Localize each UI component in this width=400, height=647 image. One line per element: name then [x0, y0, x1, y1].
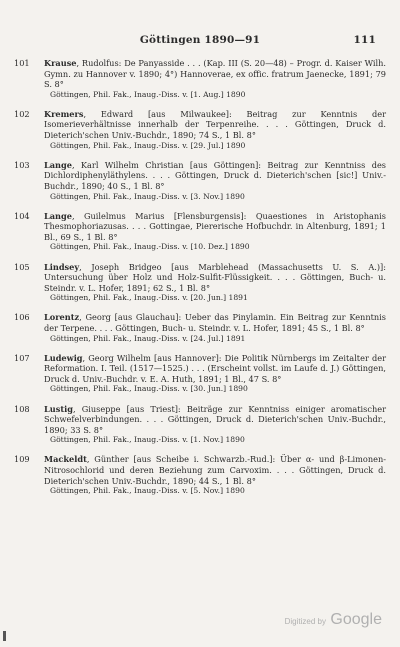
watermark-small-text: Digitized by — [284, 617, 326, 626]
entry-text: , Guilelmus Marius [Flensburgensis]: Quaestiones in Aristophanis Thesmophoriazusas. . . . Gottingae, Piererische Hofbuchdr. in Altenburg, 1891; 1 Bl., 69 S., 1 Bl. 8° — [44, 210, 386, 242]
watermark-logo-text: Google — [330, 611, 382, 628]
entry-surname: Lindsey — [44, 261, 80, 272]
entry-number: 107 — [14, 352, 30, 363]
bibliography-entry-108 — [14, 404, 386, 446]
bibliography-entry-101 — [14, 58, 386, 100]
entry-body — [44, 109, 386, 141]
entry-surname: Lustig — [44, 403, 73, 414]
entry-number: 108 — [14, 403, 30, 414]
bibliography-entry-106 — [14, 312, 386, 344]
entry-text: , Edward [aus Milwaukee]: Beitrag zur Kenntnis der Isomerieverhältnisse innerhalb der Terpenreihe. . . . Göttingen, Druck d. Dieterich'schen Univ.-Buchdr., 1890; 74 S., 1 Bl. 8° — [44, 108, 386, 141]
entry-surname: Lange — [44, 210, 72, 221]
entry-body — [44, 160, 386, 192]
page-edge-mark — [3, 631, 6, 641]
bibliography-entry-103 — [14, 160, 386, 202]
entry-detail: Göttingen, Phil. Fak., Inaug.-Diss. v. [30. Jun.] 1890 — [50, 384, 248, 394]
entry-text: , Karl Wilhelm Christian [aus Göttingen]: Beitrag zur Kenntniss des Dichlordiphenyläthylens. . . . Göttingen, Druck d. Dieterich'schen [sic!] Univ.-Buchdr., 1890; 40 S., 1 Bl. 8° — [44, 159, 386, 191]
entry-detail: Göttingen, Phil. Fak., Inaug.-Diss. v. [24. Jul.] 1891 — [50, 333, 246, 343]
entry-text: , Georg [aus Glauchau]: Ueber das Pinylamin. Ein Beitrag zur Kenntnis der Terpene. . . . Göttingen, Buch- u. Steindr. v. L. Hofer, 1891; 45 S., 1 Bl. 8° — [44, 312, 386, 333]
page-number: 111 — [353, 34, 376, 46]
entry-detail: Göttingen, Phil. Fak., Inaug.-Diss. v. [1. Nov.] 1890 — [50, 435, 245, 445]
digitized-by-google-watermark — [285, 611, 382, 629]
entry-body — [44, 312, 386, 333]
entry-detail: Göttingen, Phil. Fak., Inaug.-Diss. v. [5. Nov.] 1890 — [50, 486, 245, 496]
entry-body — [44, 262, 386, 294]
entry-number: 105 — [14, 261, 30, 272]
entry-number: 104 — [14, 210, 30, 221]
entry-body — [44, 58, 386, 90]
entry-body — [44, 454, 386, 486]
entry-number: 103 — [14, 159, 30, 170]
entry-number: 106 — [14, 312, 30, 323]
bibliography-entries — [14, 58, 386, 505]
entry-detail: Göttingen, Phil. Fak., Inaug.-Diss. v. [20. Jun.] 1891 — [50, 293, 248, 303]
entry-surname: Lorentz — [44, 312, 80, 323]
entry-detail: Göttingen, Phil. Fak., Inaug.-Diss. v. [10. Dez.] 1890 — [50, 242, 250, 252]
entry-text: , Rudolfus: De Panyasside . . . (Kap. III (S. 20—48) – Progr. d. Kaiser Wilh. Gymn. zu Hannover v. 1890; 4°) Hannoverae, ex offic. fratrum Jaenecke, 1891; 79 S. 8° — [44, 58, 386, 90]
entry-number: 101 — [14, 58, 30, 68]
entry-text: , Joseph Bridgeo [aus Marblehead (Massachusetts U. S. A.)]: Untersuchung über Holz und Holz-Sulfit-Flüssigkeit. . . . Göttingen, Buch- u. Steindr. v. L. Hofer, 1891; 62 S., 1 Bl. 8° — [44, 261, 386, 293]
entry-number: 102 — [14, 108, 30, 119]
entry-text: , Georg Wilhelm [aus Hannover]: Die Politik Nürnbergs im Zeitalter der Reformation. I. Teil. (1517—1525.) . . . (Erscheint vollst. im Laufe d. J.) Göttingen, Druck d. Univ.-Buchdr. v. E. A. Huth, 1891; 1 Bl., 47 S. 8° — [44, 352, 386, 384]
entry-surname: Kremers — [44, 108, 84, 119]
running-head-title: Göttingen 1890—91 — [139, 34, 261, 46]
entry-surname: Krause — [44, 58, 77, 68]
entry-body — [44, 404, 386, 436]
running-head — [22, 34, 378, 48]
bibliography-entry-105 — [14, 262, 386, 304]
entry-body — [44, 211, 386, 243]
bibliography-entry-102 — [14, 109, 386, 151]
entry-surname: Ludewig — [44, 352, 83, 363]
bibliography-entry-104 — [14, 211, 386, 253]
entry-detail: Göttingen, Phil. Fak., Inaug.-Diss. v. [1. Aug.] 1890 — [50, 89, 246, 99]
entry-detail: Göttingen, Phil. Fak., Inaug.-Diss. v. [29. Jul.] 1890 — [50, 140, 246, 150]
entry-detail: Göttingen, Phil. Fak., Inaug.-Diss. v. [3. Nov.] 1890 — [50, 191, 245, 201]
entry-text: , Giuseppe [aus Triest]: Beiträge zur Kenntniss einiger aromatischer Schwefelverbindungen. . . . Göttingen, Druck d. Dieterich'schen Univ.-Buchdr., 1890; 33 S. 8° — [44, 403, 386, 435]
entry-text: , Günther [aus Scheibe i. Schwarzb.-Rud.]: Über α- und β-Limonen-Nitrosochlorid und deren Beziehung zum Carvoxim. . . . Göttingen, Druck d. Dieterich'schen Univ.-Buchdr., 1890; 44 S., 1 Bl. 8° — [44, 454, 386, 486]
entry-number: 109 — [14, 454, 30, 465]
entry-surname: Mackeldt — [44, 454, 87, 465]
entry-body — [44, 353, 386, 385]
entry-surname: Lange — [44, 159, 72, 170]
bibliography-entry-107 — [14, 353, 386, 395]
bibliography-entry-109 — [14, 454, 386, 496]
